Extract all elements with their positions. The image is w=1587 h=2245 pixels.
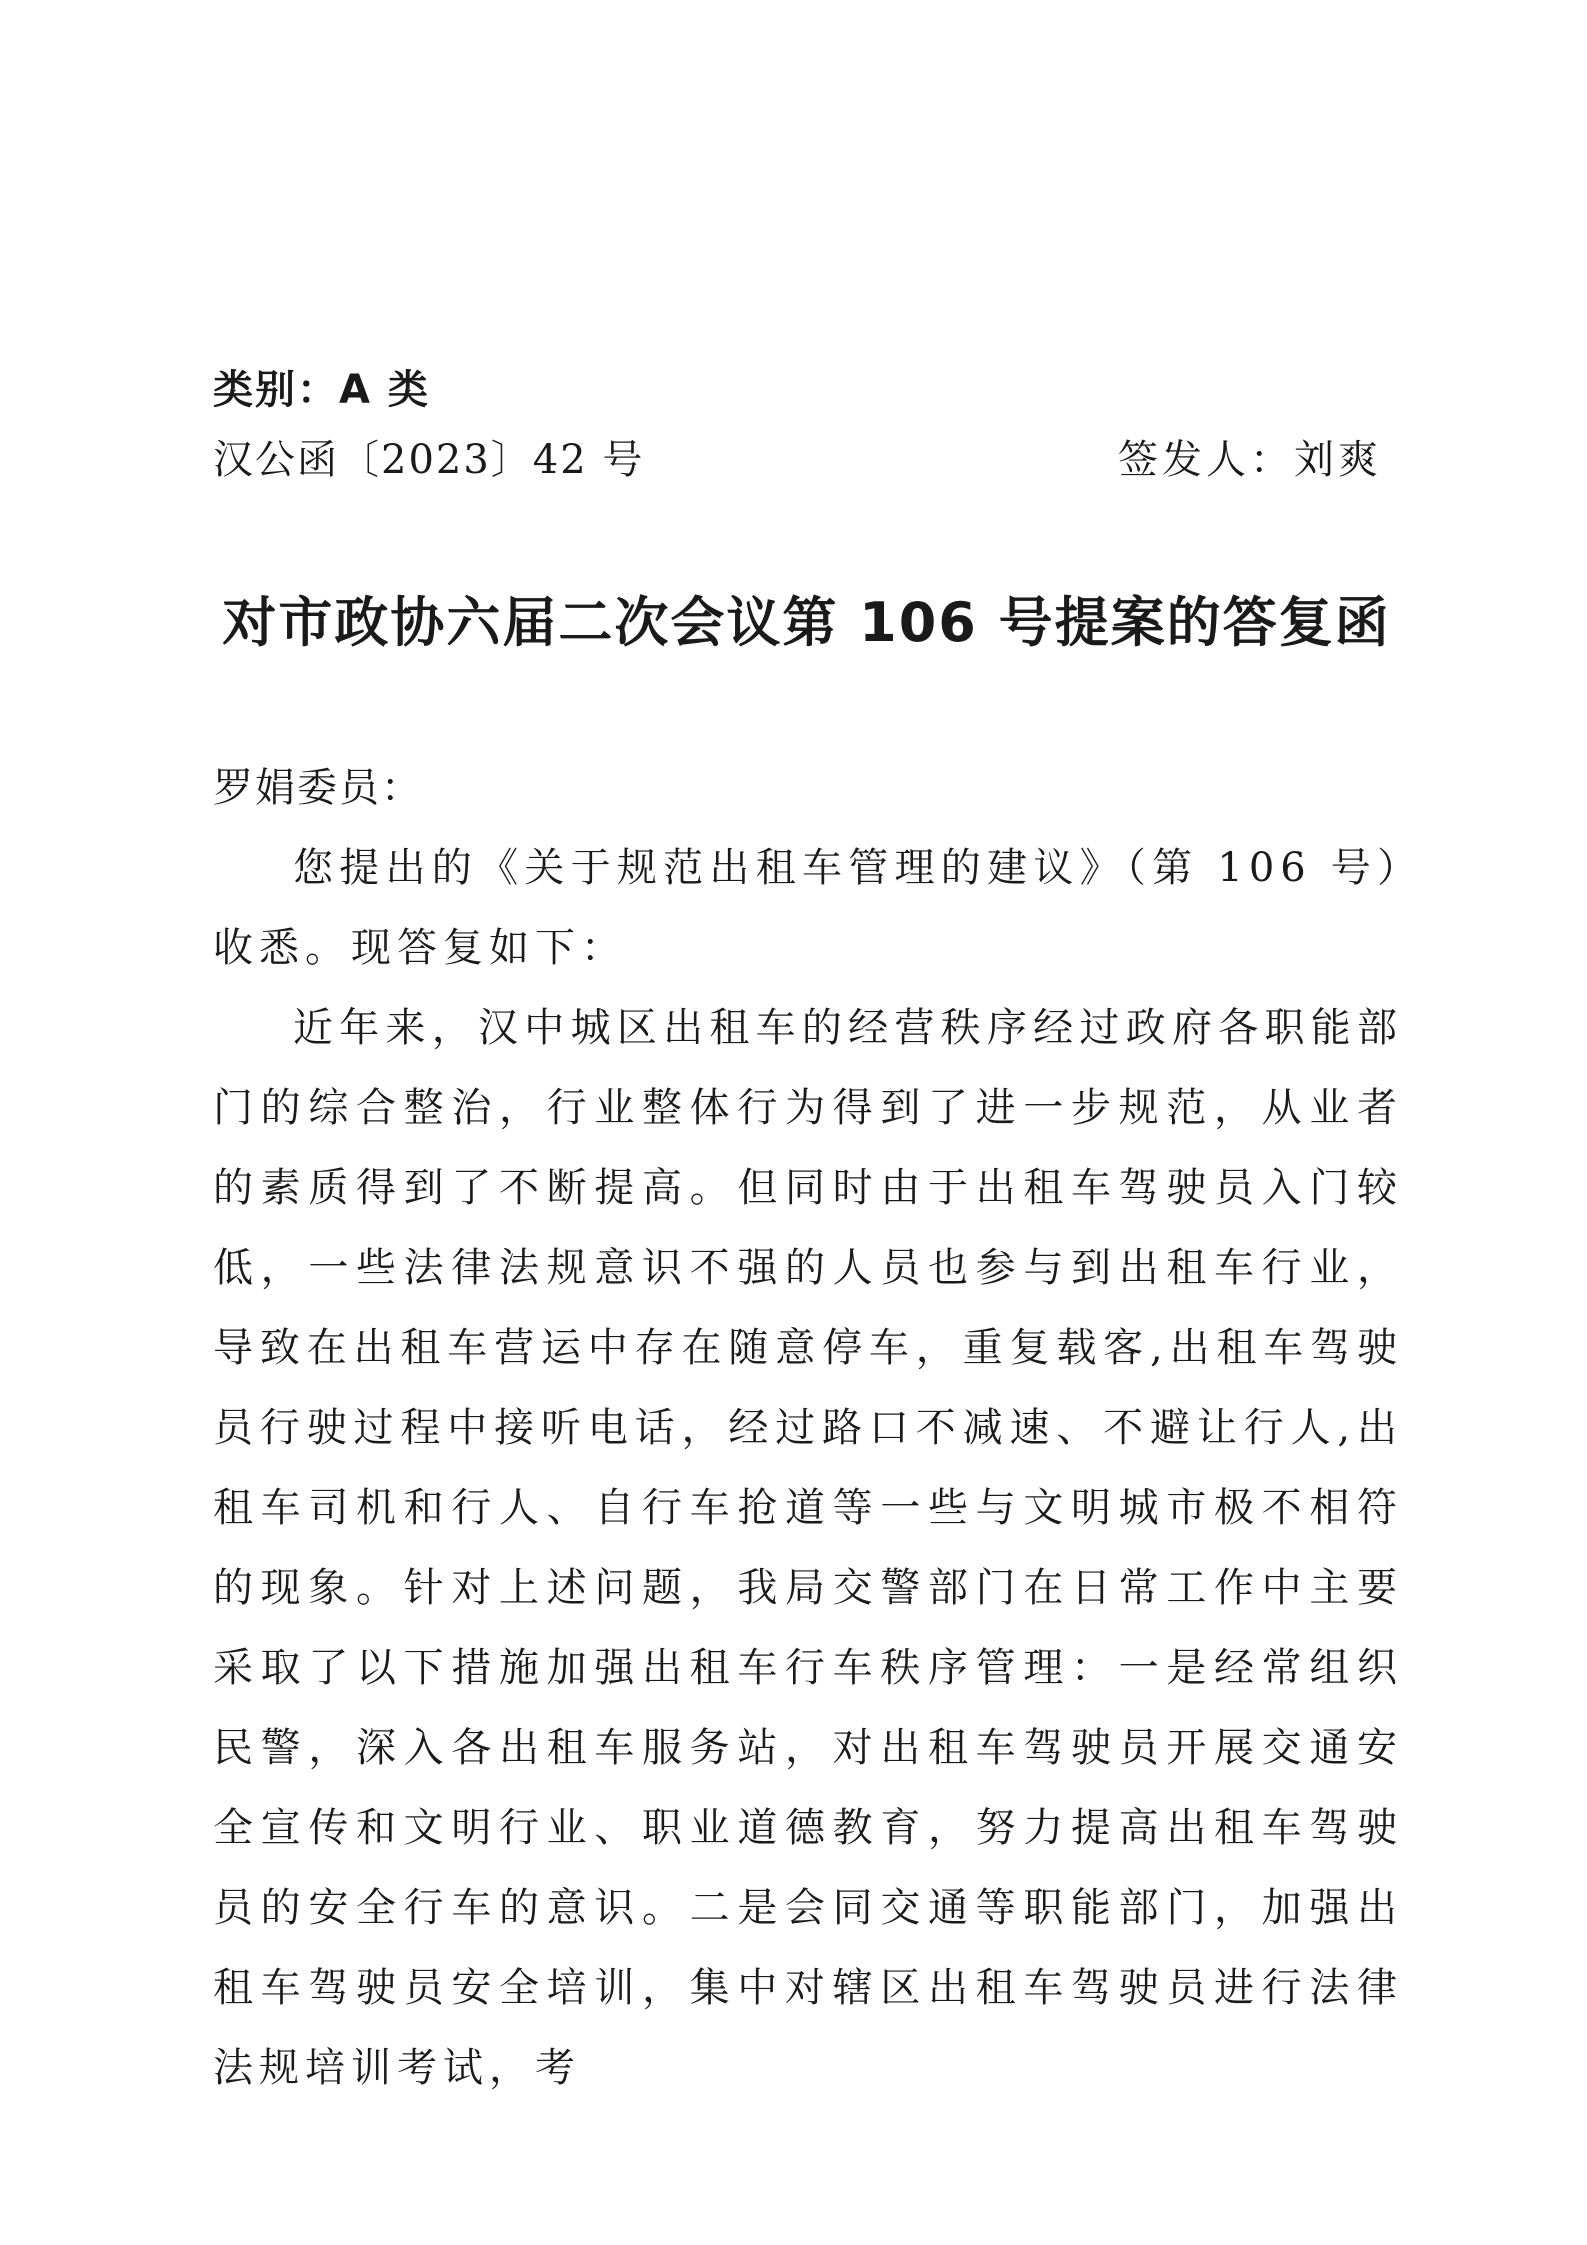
document-number: 汉公函〔2023〕42 号 xyxy=(213,437,645,483)
document-body xyxy=(213,748,1403,2108)
document-category: 类别：A 类 xyxy=(213,367,430,413)
salutation: 罗娟委员： xyxy=(213,765,423,811)
document-title: 对市政协六届二次会议第 106 号提案的答复函 xyxy=(222,591,1391,654)
document-signer: 签发人：刘爽 xyxy=(1118,437,1382,483)
body-paragraph-1: 您提出的《关于规范出租车管理的建议》（第 106 号）收悉。现答复如下： xyxy=(213,845,1403,971)
body-paragraph-2: 近年来，汉中城区出租车的经营秩序经过政府各职能部门的综合整治，行业整体行为得到了进一步规范，从业者的素质得到了不断提高。但同时由于出租车驾驶员入门较低，一些法律法规意识不强的人员也参与到出租车行业，导致在出租车营运中存在随意停车，重复载客,出租车驾驶员行驶过程中接听电话，经过路口不减速、不避让行人,出租车司机和行人、自行车抢道等一些与文明城市极不相符的现象。针对上述问题，我局交警部门在日常工作中主要采取了以下措施加强出租车行车秩序管理：一是经常组织民警，深入各出租车服务站，对出租车驾驶员开展交通安全宣传和文明行业、职业道德教育，努力提高出租车驾驶员的安全行车的意识。二是会同交通等职能部门，加强出租车驾驶员安全培训，集中对辖区出租车驾驶员进行法律法规培训考试，考 xyxy=(213,1005,1403,2091)
